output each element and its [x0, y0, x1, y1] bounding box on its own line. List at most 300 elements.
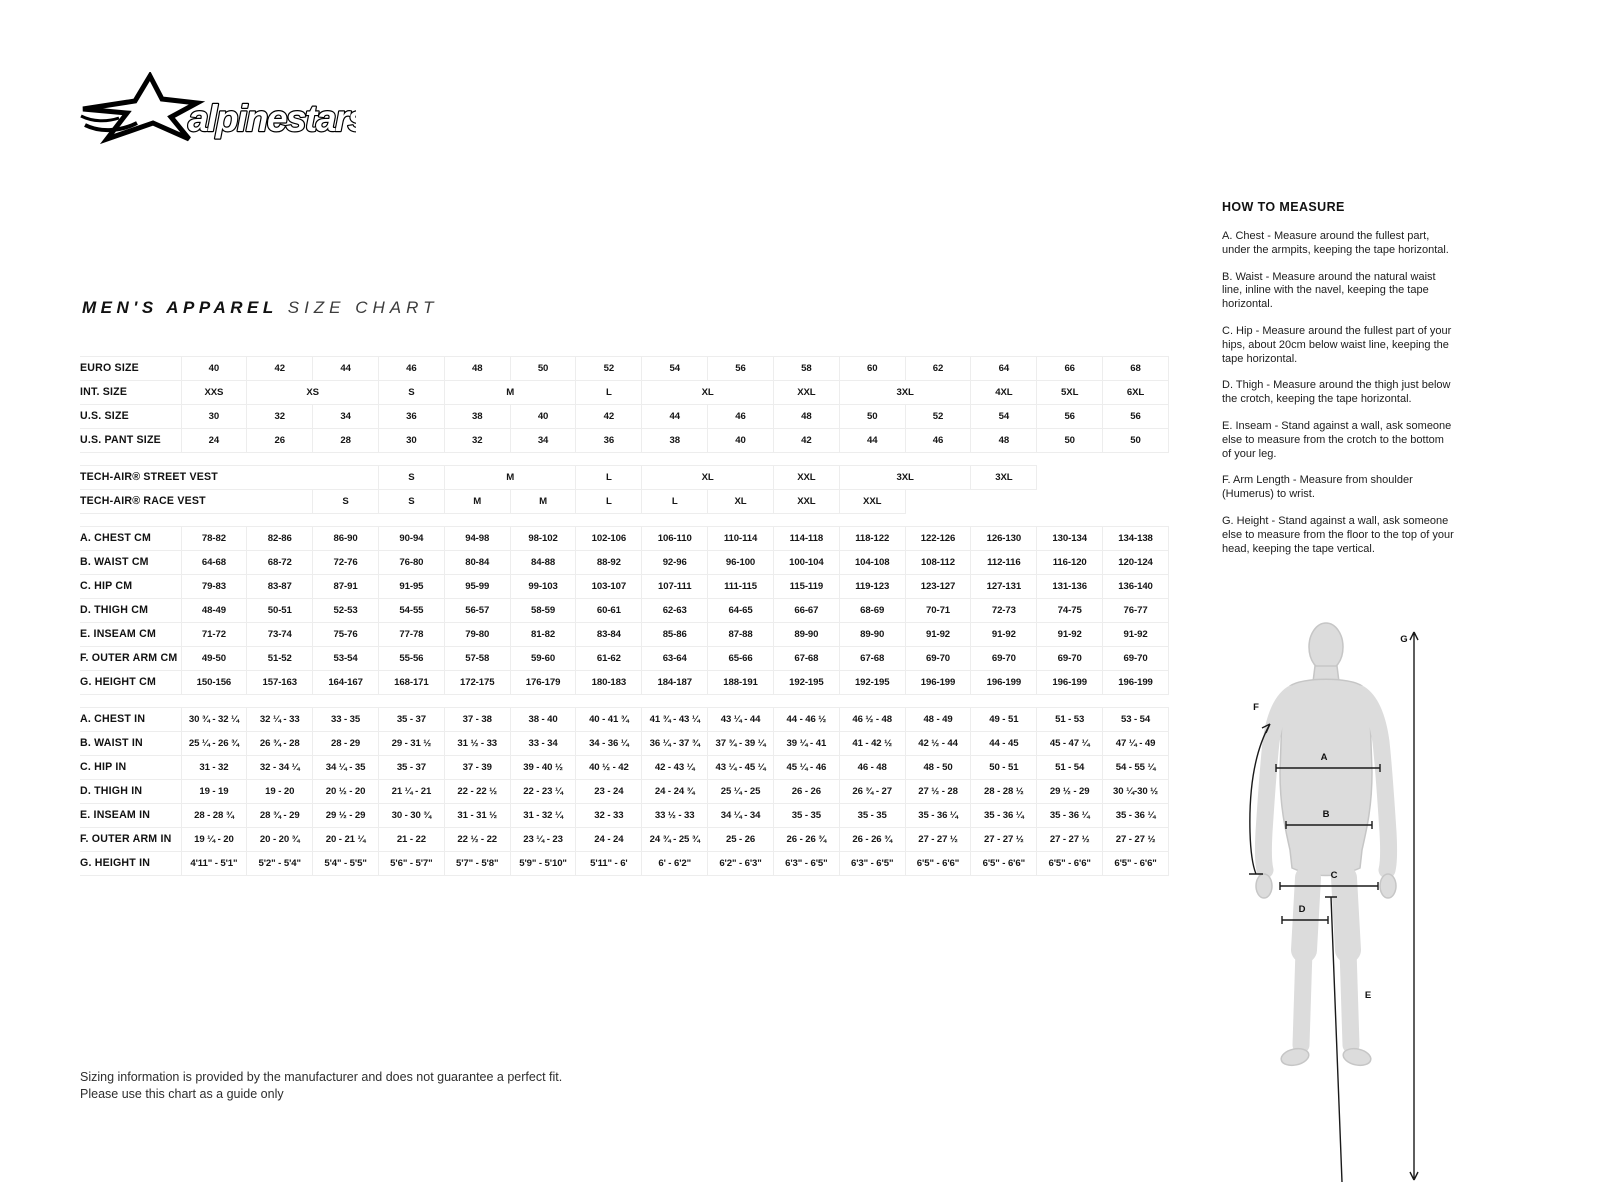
- size-cell: 54 - 55 ¼: [1103, 756, 1169, 780]
- size-cell: 111-115: [708, 575, 774, 599]
- size-cell: 5'9" - 5'10": [510, 852, 576, 876]
- size-cell: 79-83: [181, 575, 247, 599]
- page-title: [82, 298, 439, 318]
- size-cell: 35 - 36 ¼: [905, 804, 971, 828]
- size-cell: 32: [247, 405, 313, 429]
- size-cell: 122-126: [905, 527, 971, 551]
- size-cell: 3XL: [839, 466, 971, 490]
- size-cell: 31 - 32 ¼: [510, 804, 576, 828]
- size-cell: 94-98: [444, 527, 510, 551]
- size-cell: 54: [971, 405, 1037, 429]
- size-cell: 78-82: [181, 527, 247, 551]
- size-cell: 42: [247, 357, 313, 381]
- size-cell: 28 - 29: [313, 732, 379, 756]
- size-cell: 50-51: [247, 599, 313, 623]
- size-cell: 29 - 31 ½: [378, 732, 444, 756]
- size-cell: XL: [708, 490, 774, 514]
- size-cell: 4'11" - 5'1": [181, 852, 247, 876]
- size-cell: 56: [708, 357, 774, 381]
- size-cell: 72-73: [971, 599, 1037, 623]
- size-cell: 54: [642, 357, 708, 381]
- size-cell: 35 - 35: [773, 804, 839, 828]
- table-row: [80, 466, 1169, 490]
- row-label: B. WAIST CM: [80, 551, 181, 575]
- size-cell: 49-50: [181, 647, 247, 671]
- size-cell: 21 - 22: [378, 828, 444, 852]
- size-cell: 5'4" - 5'5": [313, 852, 379, 876]
- body-silhouette-icon: [1238, 620, 1428, 1186]
- row-label: D. THIGH CM: [80, 599, 181, 623]
- size-cell: 89-90: [839, 623, 905, 647]
- size-cell: 44: [642, 405, 708, 429]
- size-cell: 36: [576, 429, 642, 453]
- size-cell: 22 - 23 ¼: [510, 780, 576, 804]
- size-cell: 60: [839, 357, 905, 381]
- size-cell: 31 - 32: [181, 756, 247, 780]
- size-cell: 26: [247, 429, 313, 453]
- table-row: [80, 647, 1169, 671]
- size-cell: 25 - 26: [708, 828, 774, 852]
- size-cell: 50 - 51: [971, 756, 1037, 780]
- size-cell: 34: [510, 429, 576, 453]
- size-cell: 119-123: [839, 575, 905, 599]
- size-cell: 54-55: [378, 599, 444, 623]
- size-cell: XXS: [181, 381, 247, 405]
- size-cell: 112-116: [971, 551, 1037, 575]
- size-cell: 28 - 28 ½: [971, 780, 1037, 804]
- size-cell: 45 - 47 ¼: [1037, 732, 1103, 756]
- size-cell: 150-156: [181, 671, 247, 695]
- size-cell: 6'3" - 6'5": [839, 852, 905, 876]
- how-to-measure-panel: [1222, 200, 1456, 569]
- size-cell: 24 - 24 ¾: [642, 780, 708, 804]
- size-cell: 30 ¼-30 ½: [1103, 780, 1169, 804]
- figure-label-waist: B: [1322, 809, 1330, 820]
- row-label: B. WAIST IN: [80, 732, 181, 756]
- size-cell: 32 - 33: [576, 804, 642, 828]
- size-cell: 6XL: [1103, 381, 1169, 405]
- size-cell: 35 - 36 ¼: [1103, 804, 1169, 828]
- row-label: TECH-AIR® RACE VEST: [80, 490, 181, 514]
- measure-instruction: G. Height - Stand against a wall, ask someone else to measure from the floor to the top of your head, keeping the tape vertical.: [1222, 514, 1454, 555]
- size-cell: 46: [708, 405, 774, 429]
- size-cell: 35 - 36 ¼: [971, 804, 1037, 828]
- size-cell: 46 ½ - 48: [839, 708, 905, 732]
- size-cell: 88-92: [576, 551, 642, 575]
- size-cell: 28: [313, 429, 379, 453]
- size-cell: 5'7" - 5'8": [444, 852, 510, 876]
- size-cell: 48: [971, 429, 1037, 453]
- size-cell: 62: [905, 357, 971, 381]
- size-cell: S: [378, 490, 444, 514]
- size-cell: 48 - 50: [905, 756, 971, 780]
- size-cell: 20 - 20 ¾: [247, 828, 313, 852]
- measurement-figure: [1238, 620, 1428, 1186]
- size-cell: 24 ¾ - 25 ¾: [642, 828, 708, 852]
- measure-list: [1222, 230, 1456, 556]
- size-cell: 176-179: [510, 671, 576, 695]
- size-cell: 90-94: [378, 527, 444, 551]
- measure-instruction: D. Thigh - Measure around the thigh just below the crotch, keeping the tape horizontal.: [1222, 379, 1451, 406]
- size-cell: 5'2" - 5'4": [247, 852, 313, 876]
- size-cell: 36: [378, 405, 444, 429]
- size-cell: 76-77: [1103, 599, 1169, 623]
- size-cell: 28 - 28 ¾: [181, 804, 247, 828]
- size-cell: 83-87: [247, 575, 313, 599]
- size-cell: 73-74: [247, 623, 313, 647]
- figure-label-height: G: [1400, 634, 1408, 645]
- table-row: [80, 756, 1169, 780]
- logo-wordmark: alpinestars: [188, 98, 356, 139]
- size-cell: 40 ½ - 42: [576, 756, 642, 780]
- size-cell: 34 ¼ - 35: [313, 756, 379, 780]
- size-cell: 42 - 43 ¼: [642, 756, 708, 780]
- empty-cell: [905, 490, 1168, 514]
- size-cell: 96-100: [708, 551, 774, 575]
- size-cell: 64-65: [708, 599, 774, 623]
- size-cell: 38: [642, 429, 708, 453]
- table-row: [80, 804, 1169, 828]
- disclaimer-line-2: Please use this chart as a guide only: [80, 1086, 284, 1101]
- size-cell: M: [444, 490, 510, 514]
- size-cell: 20 ½ - 20: [313, 780, 379, 804]
- size-cell: 24 - 24: [576, 828, 642, 852]
- size-cell: 172-175: [444, 671, 510, 695]
- size-cell: 6'5" - 6'6": [1037, 852, 1103, 876]
- size-cell: 27 ½ - 28: [905, 780, 971, 804]
- size-cell: 42: [773, 429, 839, 453]
- size-cell: 29 ½ - 29: [1037, 780, 1103, 804]
- size-cell: 38 - 40: [510, 708, 576, 732]
- disclaimer: [80, 1069, 562, 1102]
- size-cell: 108-112: [905, 551, 971, 575]
- size-cell: 27 - 27 ½: [1037, 828, 1103, 852]
- size-cell: 180-183: [576, 671, 642, 695]
- table-row: [80, 575, 1169, 599]
- size-cell: 48: [773, 405, 839, 429]
- table-row: [80, 828, 1169, 852]
- size-cell: 71-72: [181, 623, 247, 647]
- size-cell: 41 ¾ - 43 ¼: [642, 708, 708, 732]
- table-row: [80, 732, 1169, 756]
- size-cell: 55-56: [378, 647, 444, 671]
- size-cell: 83-84: [576, 623, 642, 647]
- size-cell: 3XL: [839, 381, 971, 405]
- size-cell: M: [444, 381, 576, 405]
- table-row: [80, 780, 1169, 804]
- page-title-sub: SIZE CHART: [287, 298, 439, 317]
- row-label: G. HEIGHT IN: [80, 852, 181, 876]
- size-cell: 61-62: [576, 647, 642, 671]
- size-cell: 130-134: [1037, 527, 1103, 551]
- size-cell: XXL: [839, 490, 905, 514]
- figure-label-chest: A: [1320, 752, 1328, 763]
- table-row: [80, 527, 1169, 551]
- size-cell: 196-199: [1103, 671, 1169, 695]
- size-cell: 49 - 51: [971, 708, 1037, 732]
- size-cell: 19 - 19: [181, 780, 247, 804]
- size-cell: 79-80: [444, 623, 510, 647]
- size-cell: 33 - 34: [510, 732, 576, 756]
- size-cell: 47 ¼ - 49: [1103, 732, 1169, 756]
- size-cell: 50: [839, 405, 905, 429]
- size-cell: 22 - 22 ½: [444, 780, 510, 804]
- size-cell: 52-53: [313, 599, 379, 623]
- size-cell: 44: [839, 429, 905, 453]
- size-cell: 21 ¼ - 21: [378, 780, 444, 804]
- table-row: [80, 599, 1169, 623]
- size-cell: 89-90: [773, 623, 839, 647]
- size-cell: 37 - 38: [444, 708, 510, 732]
- size-cell: 168-171: [378, 671, 444, 695]
- size-cell: 39 - 40 ½: [510, 756, 576, 780]
- size-cell: 30 - 30 ¾: [378, 804, 444, 828]
- size-cell: XL: [642, 466, 774, 490]
- size-cell: 66-67: [773, 599, 839, 623]
- row-label: EURO SIZE: [80, 357, 181, 381]
- size-cell: 34: [313, 405, 379, 429]
- row-label: F. OUTER ARM CM: [80, 647, 181, 671]
- size-cell: 6'5" - 6'6": [1103, 852, 1169, 876]
- size-cell: 58: [773, 357, 839, 381]
- size-cell: 60-61: [576, 599, 642, 623]
- size-cell: 26 ¾ - 28: [247, 732, 313, 756]
- size-cell: 196-199: [971, 671, 1037, 695]
- measure-instruction: E. Inseam - Stand against a wall, ask someone else to measure from the crotch to the bottom of your leg.: [1222, 419, 1452, 460]
- size-cell: 34 - 36 ¼: [576, 732, 642, 756]
- size-cell: 27 - 27 ½: [905, 828, 971, 852]
- size-cell: 115-119: [773, 575, 839, 599]
- size-cell: 27 - 27 ½: [971, 828, 1037, 852]
- size-cell: 75-76: [313, 623, 379, 647]
- size-cell: 56-57: [444, 599, 510, 623]
- size-cell: 196-199: [905, 671, 971, 695]
- size-cell: XXL: [773, 466, 839, 490]
- row-label: F. OUTER ARM IN: [80, 828, 181, 852]
- size-cell: 5XL: [1037, 381, 1103, 405]
- row-label: E. INSEAM CM: [80, 623, 181, 647]
- figure-label-inseam: E: [1364, 990, 1372, 1001]
- size-cell: 77-78: [378, 623, 444, 647]
- size-cell: M: [444, 466, 576, 490]
- size-cell: 110-114: [708, 527, 774, 551]
- table-row: [80, 708, 1169, 732]
- size-cell: L: [576, 490, 642, 514]
- size-cell: 46: [905, 429, 971, 453]
- size-cell: 62-63: [642, 599, 708, 623]
- size-cell: 63-64: [642, 647, 708, 671]
- row-label: INT. SIZE: [80, 381, 181, 405]
- size-cell: 81-82: [510, 623, 576, 647]
- size-cell: S: [378, 381, 444, 405]
- row-label: C. HIP IN: [80, 756, 181, 780]
- size-cell: 42 ½ - 44: [905, 732, 971, 756]
- size-cell: 37 ¾ - 39 ¼: [708, 732, 774, 756]
- table-row: [80, 852, 1169, 876]
- row-label: A. CHEST CM: [80, 527, 181, 551]
- size-cell: 48-49: [181, 599, 247, 623]
- size-cell: 69-70: [905, 647, 971, 671]
- size-cell: 68-72: [247, 551, 313, 575]
- size-cell: 87-91: [313, 575, 379, 599]
- table-row: [80, 429, 1169, 453]
- size-cell: 95-99: [444, 575, 510, 599]
- measure-instruction: C. Hip - Measure around the fullest part of your hips, about 20cm below waist line, keeping the tape horizontal.: [1222, 324, 1452, 365]
- size-cell: 4XL: [971, 381, 1037, 405]
- size-cell: 31 ½ - 33: [444, 732, 510, 756]
- size-cell: 36 ¼ - 37 ¾: [642, 732, 708, 756]
- size-cell: 126-130: [971, 527, 1037, 551]
- size-cell: 5'6" - 5'7": [378, 852, 444, 876]
- size-cell: 6'5" - 6'6": [971, 852, 1037, 876]
- size-cell: 5'11" - 6': [576, 852, 642, 876]
- size-cell: 33 - 35: [313, 708, 379, 732]
- size-cell: 72-76: [313, 551, 379, 575]
- size-cell: 50: [1103, 429, 1169, 453]
- size-cell: 52: [576, 357, 642, 381]
- size-table-body: [80, 357, 1169, 876]
- figure-label-hip: C: [1330, 870, 1338, 881]
- size-cell: 19 - 20: [247, 780, 313, 804]
- size-cell: 192-195: [839, 671, 905, 695]
- size-cell: 41 - 42 ½: [839, 732, 905, 756]
- size-cell: 35 - 37: [378, 708, 444, 732]
- size-cell: 87-88: [708, 623, 774, 647]
- size-cell: 164-167: [313, 671, 379, 695]
- size-cell: 91-95: [378, 575, 444, 599]
- size-cell: 68-69: [839, 599, 905, 623]
- size-cell: 82-86: [247, 527, 313, 551]
- size-cell: 85-86: [642, 623, 708, 647]
- size-cell: 76-80: [378, 551, 444, 575]
- size-cell: 22 ½ - 22: [444, 828, 510, 852]
- size-cell: 114-118: [773, 527, 839, 551]
- size-cell: XXL: [773, 381, 839, 405]
- size-cell: 67-68: [773, 647, 839, 671]
- size-cell: XXL: [773, 490, 839, 514]
- size-cell: 45 ¼ - 46: [773, 756, 839, 780]
- size-cell: 92-96: [642, 551, 708, 575]
- size-cell: 30: [378, 429, 444, 453]
- measure-instruction: A. Chest - Measure around the fullest part, under the armpits, keeping the tape horizontal.: [1222, 230, 1449, 256]
- size-cell: 37 - 39: [444, 756, 510, 780]
- size-cell: 35 - 36 ¼: [1037, 804, 1103, 828]
- size-cell: 19 ¼ - 20: [181, 828, 247, 852]
- size-cell: 56: [1103, 405, 1169, 429]
- size-cell: 35 - 37: [378, 756, 444, 780]
- size-cell: 69-70: [1037, 647, 1103, 671]
- size-cell: M: [510, 490, 576, 514]
- size-cell: 91-92: [1103, 623, 1169, 647]
- size-cell: 26 ¾ - 27: [839, 780, 905, 804]
- size-cell: 46 - 48: [839, 756, 905, 780]
- size-cell: 46: [378, 357, 444, 381]
- size-cell: L: [576, 381, 642, 405]
- size-cell: 74-75: [1037, 599, 1103, 623]
- size-cell: 43 ¼ - 45 ¼: [708, 756, 774, 780]
- size-table: [80, 356, 1169, 876]
- size-cell: 134-138: [1103, 527, 1169, 551]
- size-cell: 57-58: [444, 647, 510, 671]
- row-label: E. INSEAM IN: [80, 804, 181, 828]
- size-cell: 34 ¼ - 34: [708, 804, 774, 828]
- size-cell: 32 - 34 ¼: [247, 756, 313, 780]
- size-cell: 30 ¾ - 32 ¼: [181, 708, 247, 732]
- table-spacer-row: [80, 514, 1169, 527]
- figure-label-thigh: D: [1298, 904, 1306, 915]
- size-cell: L: [642, 490, 708, 514]
- how-to-measure-title: HOW TO MEASURE: [1222, 200, 1345, 214]
- page-title-main: MEN'S APPAREL: [82, 298, 278, 317]
- size-cell: 59-60: [510, 647, 576, 671]
- alpinestars-logo: [76, 72, 356, 150]
- size-cell: 26 - 26 ¾: [773, 828, 839, 852]
- size-cell: 157-163: [247, 671, 313, 695]
- size-cell: 51 - 53: [1037, 708, 1103, 732]
- size-cell: 104-108: [839, 551, 905, 575]
- size-cell: 52: [905, 405, 971, 429]
- row-label: TECH-AIR® STREET VEST: [80, 466, 181, 490]
- size-cell: 32 ¼ - 33: [247, 708, 313, 732]
- size-cell: 35 - 35: [839, 804, 905, 828]
- table-spacer-row: [80, 695, 1169, 708]
- size-cell: 32: [444, 429, 510, 453]
- size-cell: XS: [247, 381, 379, 405]
- row-label: A. CHEST IN: [80, 708, 181, 732]
- size-cell: 64: [971, 357, 1037, 381]
- size-cell: 23 ¼ - 23: [510, 828, 576, 852]
- size-cell: 102-106: [576, 527, 642, 551]
- size-cell: 91-92: [1037, 623, 1103, 647]
- size-cell: 53 - 54: [1103, 708, 1169, 732]
- size-cell: 28 ¾ - 29: [247, 804, 313, 828]
- row-label: C. HIP CM: [80, 575, 181, 599]
- size-cell: 40: [708, 429, 774, 453]
- size-cell: 3XL: [971, 466, 1037, 490]
- size-cell: 69-70: [971, 647, 1037, 671]
- size-cell: 40 - 41 ¾: [576, 708, 642, 732]
- size-cell: 27 - 27 ½: [1103, 828, 1169, 852]
- size-cell: 107-111: [642, 575, 708, 599]
- size-cell: XL: [642, 381, 774, 405]
- size-cell: 48: [444, 357, 510, 381]
- size-cell: 39 ¼ - 41: [773, 732, 839, 756]
- size-cell: 51-52: [247, 647, 313, 671]
- table-row: [80, 490, 1169, 514]
- table-row: [80, 405, 1169, 429]
- size-cell: 23 - 24: [576, 780, 642, 804]
- size-cell: 184-187: [642, 671, 708, 695]
- row-label: D. THIGH IN: [80, 780, 181, 804]
- size-cell: 26 - 26: [773, 780, 839, 804]
- size-cell: S: [313, 490, 379, 514]
- size-cell: 42: [576, 405, 642, 429]
- size-cell: 67-68: [839, 647, 905, 671]
- size-cell: 31 - 31 ½: [444, 804, 510, 828]
- size-cell: 188-191: [708, 671, 774, 695]
- size-cell: 68: [1103, 357, 1169, 381]
- row-label: G. HEIGHT CM: [80, 671, 181, 695]
- size-cell: 99-103: [510, 575, 576, 599]
- size-cell: 66: [1037, 357, 1103, 381]
- size-cell: 196-199: [1037, 671, 1103, 695]
- size-cell: 26 - 26 ¾: [839, 828, 905, 852]
- size-cell: 6'2" - 6'3": [708, 852, 774, 876]
- figure-label-arm: F: [1253, 702, 1259, 713]
- size-cell: 131-136: [1037, 575, 1103, 599]
- size-cell: 43 ¼ - 44: [708, 708, 774, 732]
- table-row: [80, 671, 1169, 695]
